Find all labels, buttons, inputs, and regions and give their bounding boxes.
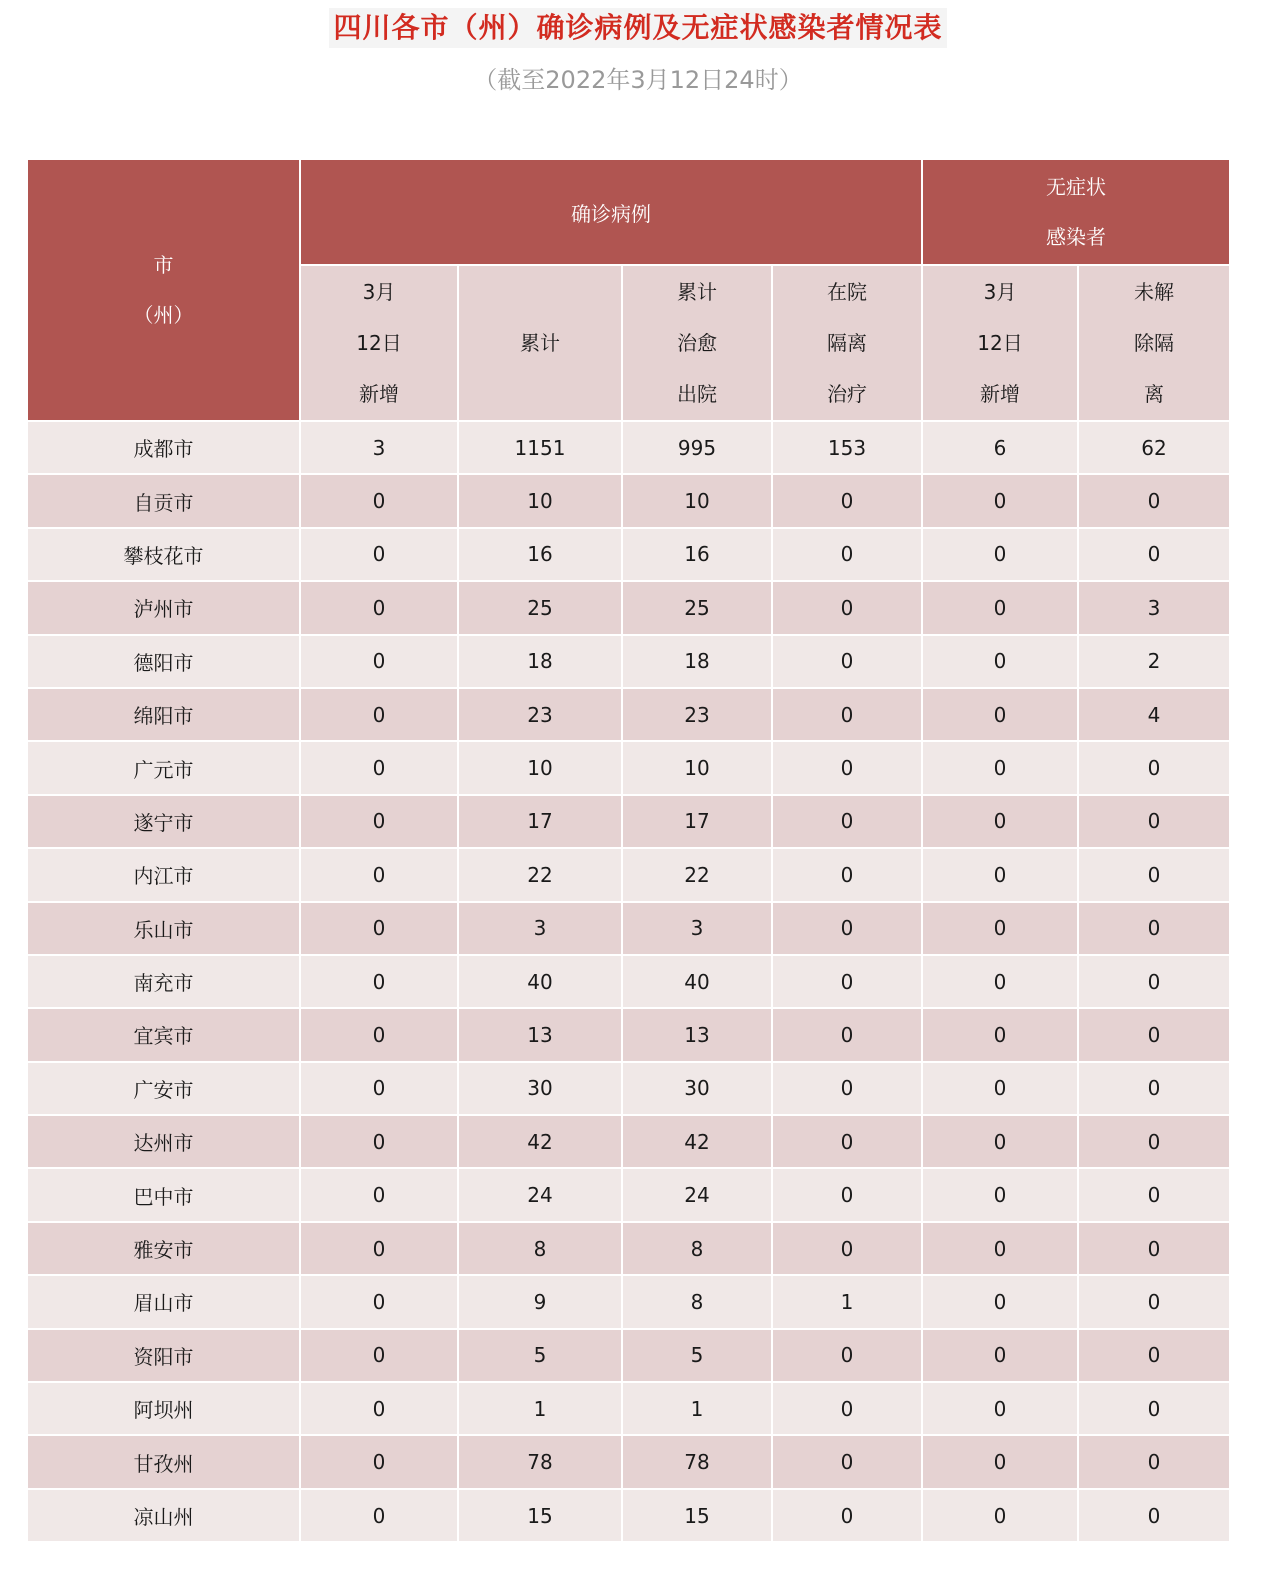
header-hospital-line2: 隔离 — [827, 330, 867, 355]
cell-cumulative-confirmed: 13 — [458, 1008, 622, 1061]
cell-cumulative-confirmed: 23 — [458, 688, 622, 741]
cell-asym-new: 0 — [922, 1382, 1078, 1435]
cell-recovered: 42 — [622, 1115, 772, 1168]
table-row — [27, 1008, 1230, 1061]
cell-city-name: 巴中市 — [27, 1168, 300, 1221]
cell-asym-under-observation: 0 — [1078, 1222, 1230, 1275]
cell-recovered: 3 — [622, 902, 772, 955]
cell-hospitalized: 1 — [772, 1275, 922, 1328]
cell-asym-under-observation: 0 — [1078, 1275, 1230, 1328]
cell-asym-new: 0 — [922, 1062, 1078, 1115]
cell-asym-under-observation: 0 — [1078, 1489, 1230, 1542]
cell-city-name: 南充市 — [27, 955, 300, 1008]
cell-city-name: 攀枝花市 — [27, 528, 300, 581]
cell-city-name: 甘孜州 — [27, 1435, 300, 1488]
cell-recovered: 30 — [622, 1062, 772, 1115]
cell-city-name: 德阳市 — [27, 635, 300, 688]
cell-asym-new: 0 — [922, 1115, 1078, 1168]
cell-cumulative-confirmed: 15 — [458, 1489, 622, 1542]
cell-hospitalized: 0 — [772, 1382, 922, 1435]
cell-city-name: 内江市 — [27, 848, 300, 901]
cell-recovered: 15 — [622, 1489, 772, 1542]
cell-asym-new: 0 — [922, 581, 1078, 634]
header-new-confirmed — [300, 265, 458, 421]
header-city-line2: （州） — [133, 303, 194, 327]
header-city-line1: 市 — [153, 253, 174, 277]
header-asym-under-observation — [1078, 265, 1230, 421]
cell-asym-under-observation: 0 — [1078, 1115, 1230, 1168]
header-hospitalized — [772, 265, 922, 421]
table-row — [27, 1222, 1230, 1275]
report-title — [0, 8, 1276, 48]
cell-hospitalized: 0 — [772, 848, 922, 901]
cell-hospitalized: 0 — [772, 795, 922, 848]
cell-cumulative-confirmed: 40 — [458, 955, 622, 1008]
cell-asym-under-observation: 0 — [1078, 1382, 1230, 1435]
cell-city-name: 阿坝州 — [27, 1382, 300, 1435]
cell-asym-new: 0 — [922, 1222, 1078, 1275]
table-row — [27, 795, 1230, 848]
cell-cumulative-confirmed: 3 — [458, 902, 622, 955]
header-recovered-line3: 出院 — [677, 381, 717, 406]
cell-recovered: 995 — [622, 421, 772, 474]
cell-asym-new: 0 — [922, 528, 1078, 581]
cell-cumulative-confirmed: 18 — [458, 635, 622, 688]
cell-cumulative-confirmed: 78 — [458, 1435, 622, 1488]
cell-cumulative-confirmed: 24 — [458, 1168, 622, 1221]
cell-hospitalized: 0 — [772, 1222, 922, 1275]
cell-asym-new: 0 — [922, 1008, 1078, 1061]
cell-asym-under-observation: 0 — [1078, 1008, 1230, 1061]
cell-hospitalized: 0 — [772, 902, 922, 955]
cell-hospitalized: 0 — [772, 474, 922, 527]
cell-hospitalized: 0 — [772, 955, 922, 1008]
cell-hospitalized: 0 — [772, 1008, 922, 1061]
cell-asym-new: 0 — [922, 902, 1078, 955]
cell-cumulative-confirmed: 10 — [458, 474, 622, 527]
cell-asym-new: 0 — [922, 1489, 1078, 1542]
cell-hospitalized: 0 — [772, 741, 922, 794]
cell-new-confirmed: 0 — [300, 1115, 458, 1168]
table-row — [27, 1275, 1230, 1328]
cell-city-name: 泸州市 — [27, 581, 300, 634]
cell-cumulative-confirmed: 1151 — [458, 421, 622, 474]
cell-asym-under-observation: 0 — [1078, 1168, 1230, 1221]
header-recovered-line2: 治愈 — [677, 330, 717, 355]
cell-new-confirmed: 0 — [300, 741, 458, 794]
report-subtitle: （截至2022年3月12日24时） — [473, 66, 803, 94]
table-row — [27, 1382, 1230, 1435]
cell-recovered: 10 — [622, 474, 772, 527]
cell-new-confirmed: 0 — [300, 688, 458, 741]
cell-asym-new: 0 — [922, 1275, 1078, 1328]
table-row — [27, 581, 1230, 634]
header-asym-new-line3: 新增 — [980, 381, 1020, 406]
table-row — [27, 635, 1230, 688]
cell-hospitalized: 0 — [772, 1329, 922, 1382]
header-confirmed-group: 确诊病例 — [300, 159, 922, 265]
cell-asym-new: 0 — [922, 741, 1078, 794]
cell-asym-new: 0 — [922, 848, 1078, 901]
cell-recovered: 23 — [622, 688, 772, 741]
cell-recovered: 5 — [622, 1329, 772, 1382]
header-asymptomatic-group — [922, 159, 1230, 265]
cell-recovered: 22 — [622, 848, 772, 901]
report-title-text: 四川各市（州）确诊病例及无症状感染者情况表 — [329, 8, 946, 48]
cell-city-name: 宜宾市 — [27, 1008, 300, 1061]
cell-asym-under-observation: 0 — [1078, 528, 1230, 581]
cell-new-confirmed: 0 — [300, 1008, 458, 1061]
cell-new-confirmed: 3 — [300, 421, 458, 474]
cell-new-confirmed: 0 — [300, 581, 458, 634]
cell-hospitalized: 0 — [772, 1168, 922, 1221]
cell-new-confirmed: 0 — [300, 795, 458, 848]
cell-cumulative-confirmed: 8 — [458, 1222, 622, 1275]
cell-asym-under-observation: 2 — [1078, 635, 1230, 688]
table-row — [27, 1115, 1230, 1168]
cell-cumulative-confirmed: 30 — [458, 1062, 622, 1115]
table-row — [27, 1168, 1230, 1221]
cell-cumulative-confirmed: 16 — [458, 528, 622, 581]
cell-asym-under-observation: 0 — [1078, 741, 1230, 794]
table-header — [27, 159, 1230, 421]
header-hospital-line1: 在院 — [827, 279, 867, 304]
header-new-line1: 3月 — [362, 279, 396, 304]
cell-cumulative-confirmed: 5 — [458, 1329, 622, 1382]
cell-city-name: 凉山州 — [27, 1489, 300, 1542]
cell-cumulative-confirmed: 25 — [458, 581, 622, 634]
cell-asym-new: 0 — [922, 474, 1078, 527]
cell-new-confirmed: 0 — [300, 1382, 458, 1435]
cell-recovered: 8 — [622, 1275, 772, 1328]
cell-hospitalized: 153 — [772, 421, 922, 474]
table-row — [27, 955, 1230, 1008]
table-row — [27, 688, 1230, 741]
cell-asym-new: 0 — [922, 1435, 1078, 1488]
cell-new-confirmed: 0 — [300, 1168, 458, 1221]
cell-hospitalized: 0 — [772, 1435, 922, 1488]
header-recovered — [622, 265, 772, 421]
header-asym-new — [922, 265, 1078, 421]
cell-cumulative-confirmed: 17 — [458, 795, 622, 848]
table-row — [27, 528, 1230, 581]
cell-recovered: 16 — [622, 528, 772, 581]
header-city — [27, 159, 300, 421]
cell-asym-under-observation: 4 — [1078, 688, 1230, 741]
cell-city-name: 乐山市 — [27, 902, 300, 955]
cell-asym-under-observation: 0 — [1078, 795, 1230, 848]
cell-new-confirmed: 0 — [300, 1329, 458, 1382]
table-row — [27, 474, 1230, 527]
cell-asym-under-observation: 0 — [1078, 902, 1230, 955]
header-asym-obs-line1: 未解 — [1134, 279, 1174, 304]
case-table — [26, 158, 1231, 1543]
cell-new-confirmed: 0 — [300, 528, 458, 581]
table-row — [27, 848, 1230, 901]
cell-cumulative-confirmed: 22 — [458, 848, 622, 901]
cell-asym-new: 0 — [922, 635, 1078, 688]
cell-asym-under-observation: 0 — [1078, 955, 1230, 1008]
table-row — [27, 1435, 1230, 1488]
cell-recovered: 10 — [622, 741, 772, 794]
header-asym-new-line1: 3月 — [983, 279, 1017, 304]
cell-new-confirmed: 0 — [300, 1062, 458, 1115]
cell-asym-new: 0 — [922, 795, 1078, 848]
cell-hospitalized: 0 — [772, 1062, 922, 1115]
cell-asym-under-observation: 0 — [1078, 474, 1230, 527]
cell-asym-under-observation: 0 — [1078, 1329, 1230, 1382]
cell-city-name: 成都市 — [27, 421, 300, 474]
cell-city-name: 资阳市 — [27, 1329, 300, 1382]
cell-new-confirmed: 0 — [300, 902, 458, 955]
cell-new-confirmed: 0 — [300, 1222, 458, 1275]
cell-asym-under-observation: 0 — [1078, 848, 1230, 901]
cell-asym-new: 6 — [922, 421, 1078, 474]
cell-cumulative-confirmed: 42 — [458, 1115, 622, 1168]
cell-city-name: 广元市 — [27, 741, 300, 794]
cell-cumulative-confirmed: 1 — [458, 1382, 622, 1435]
header-asymptomatic-line1: 无症状 — [1046, 175, 1106, 199]
cell-hospitalized: 0 — [772, 635, 922, 688]
header-new-line3: 新增 — [359, 381, 399, 406]
cell-recovered: 25 — [622, 581, 772, 634]
cell-city-name: 眉山市 — [27, 1275, 300, 1328]
cell-new-confirmed: 0 — [300, 635, 458, 688]
cell-hospitalized: 0 — [772, 528, 922, 581]
table-row — [27, 1489, 1230, 1542]
cell-recovered: 18 — [622, 635, 772, 688]
cell-new-confirmed: 0 — [300, 1489, 458, 1542]
cell-recovered: 24 — [622, 1168, 772, 1221]
cell-city-name: 广安市 — [27, 1062, 300, 1115]
cell-new-confirmed: 0 — [300, 848, 458, 901]
cell-recovered: 1 — [622, 1382, 772, 1435]
cell-asym-new: 0 — [922, 1168, 1078, 1221]
header-new-line2: 12日 — [356, 330, 402, 355]
cell-recovered: 78 — [622, 1435, 772, 1488]
header-hospital-line3: 治疗 — [827, 381, 867, 406]
cell-asym-new: 0 — [922, 955, 1078, 1008]
header-cumulative: 累计 — [458, 265, 622, 421]
table-row — [27, 902, 1230, 955]
cell-hospitalized: 0 — [772, 1115, 922, 1168]
cell-asym-under-observation: 3 — [1078, 581, 1230, 634]
cell-recovered: 8 — [622, 1222, 772, 1275]
cell-city-name: 绵阳市 — [27, 688, 300, 741]
header-asymptomatic-line2: 感染者 — [1046, 225, 1106, 249]
cell-asym-under-observation: 0 — [1078, 1062, 1230, 1115]
table-row — [27, 1329, 1230, 1382]
cell-city-name: 自贡市 — [27, 474, 300, 527]
header-asym-obs-line3: 离 — [1144, 381, 1164, 406]
cell-hospitalized: 0 — [772, 688, 922, 741]
cell-city-name: 雅安市 — [27, 1222, 300, 1275]
cell-hospitalized: 0 — [772, 581, 922, 634]
cell-new-confirmed: 0 — [300, 1275, 458, 1328]
header-recovered-line1: 累计 — [677, 279, 717, 304]
header-asym-new-line2: 12日 — [977, 330, 1023, 355]
cell-hospitalized: 0 — [772, 1489, 922, 1542]
table-row — [27, 421, 1230, 474]
cell-new-confirmed: 0 — [300, 1435, 458, 1488]
cell-asym-under-observation: 0 — [1078, 1435, 1230, 1488]
cell-asym-new: 0 — [922, 688, 1078, 741]
cell-cumulative-confirmed: 9 — [458, 1275, 622, 1328]
cell-recovered: 40 — [622, 955, 772, 1008]
cell-cumulative-confirmed: 10 — [458, 741, 622, 794]
table-row — [27, 741, 1230, 794]
cell-asym-under-observation: 62 — [1078, 421, 1230, 474]
cell-recovered: 17 — [622, 795, 772, 848]
table-body — [27, 421, 1230, 1542]
cell-city-name: 达州市 — [27, 1115, 300, 1168]
cell-asym-new: 0 — [922, 1329, 1078, 1382]
table-row — [27, 1062, 1230, 1115]
cell-recovered: 13 — [622, 1008, 772, 1061]
cell-new-confirmed: 0 — [300, 955, 458, 1008]
cell-city-name: 遂宁市 — [27, 795, 300, 848]
cell-new-confirmed: 0 — [300, 474, 458, 527]
header-asym-obs-line2: 除隔 — [1134, 330, 1174, 355]
